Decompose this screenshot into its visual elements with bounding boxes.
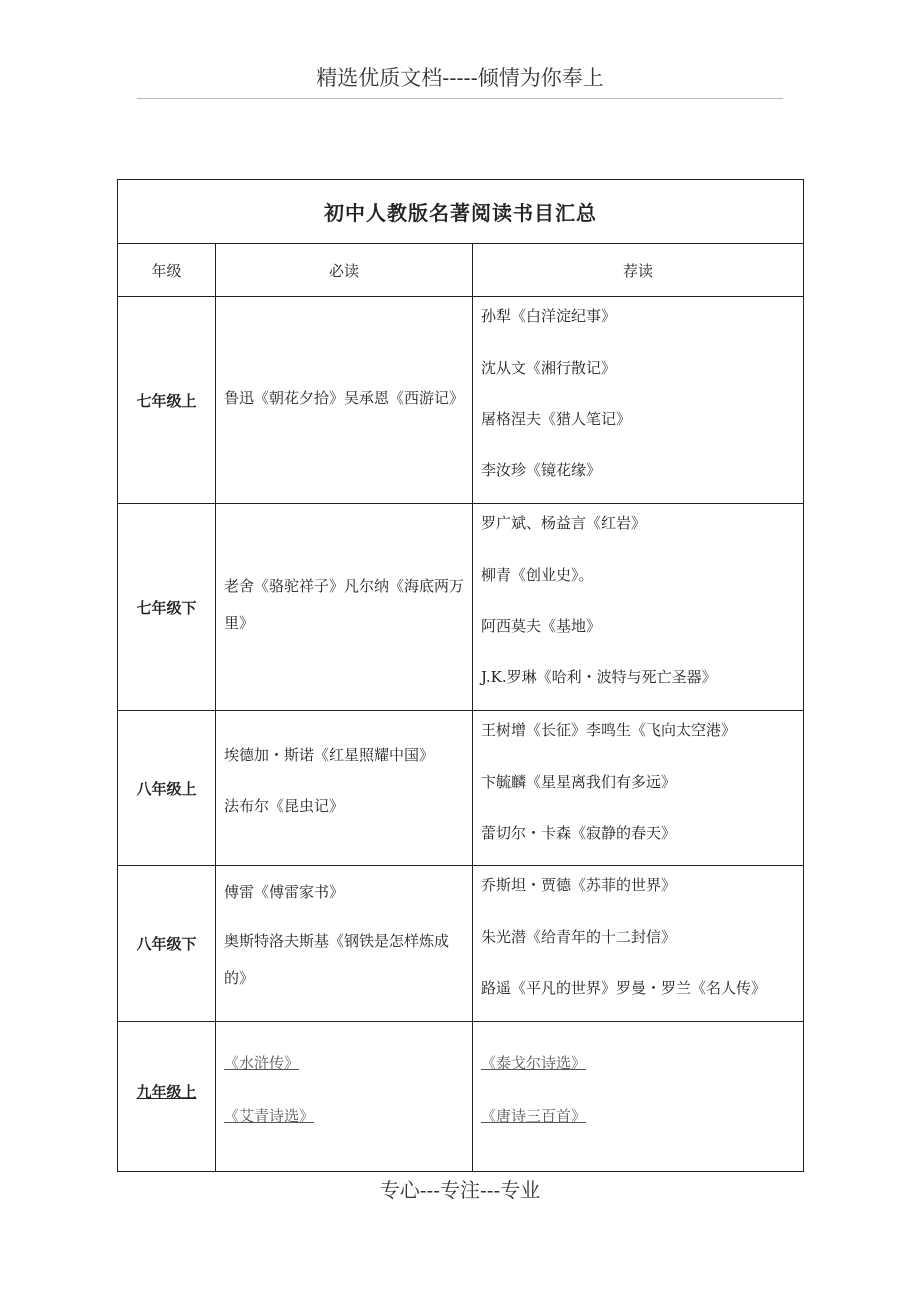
table-row <box>118 1022 804 1172</box>
required-book: 《水浒传》 <box>224 1054 300 1072</box>
page-header: 精选优质文档-----倾情为你奉上 <box>316 66 604 90</box>
table-row <box>118 711 804 866</box>
recommended-cell <box>473 504 804 711</box>
required-book: 法布尔《昆虫记》 <box>224 797 345 815</box>
recommended-book: 王树增《长征》李鸣生《飞向太空港》 <box>481 721 737 739</box>
required-cell <box>216 711 473 866</box>
recommended-book: 屠格涅夫《猎人笔记》 <box>481 410 632 428</box>
recommended-cell <box>473 866 804 1022</box>
grade-cell: 八年级上 <box>118 711 216 866</box>
recommended-book: 阿西莫夫《基地》 <box>481 617 602 635</box>
table-row <box>118 297 804 504</box>
required-book: 傅雷《傅雷家书》 <box>224 883 345 901</box>
recommended-cell <box>473 711 804 866</box>
grade-cell: 八年级下 <box>118 866 216 1022</box>
required-book: 奥斯特洛夫斯基《钢铁是怎样炼成的》 <box>224 932 450 987</box>
recommended-book: 卞毓麟《星星离我们有多远》 <box>481 773 677 791</box>
column-header-grade: 年级 <box>118 244 216 297</box>
recommended-book: 罗广斌、杨益言《红岩》 <box>481 514 647 532</box>
recommended-book: 蕾切尔・卡森《寂静的春天》 <box>481 824 677 842</box>
grade-label: 九年级上 <box>136 1083 197 1101</box>
required-cell <box>216 1022 473 1172</box>
required-cell <box>216 866 473 1022</box>
page-footer: 专心---专注---专业 <box>379 1178 541 1202</box>
grade-cell: 七年级上 <box>118 297 216 504</box>
table-row <box>118 866 804 1022</box>
grade-cell <box>118 1022 216 1172</box>
column-header-recommended: 荐读 <box>473 244 804 297</box>
recommended-cell <box>473 297 804 504</box>
table-title: 初中人教版名著阅读书目汇总 <box>118 180 804 244</box>
recommended-cell <box>473 1022 804 1172</box>
recommended-book: 柳青《创业史》。 <box>481 566 594 584</box>
table-header-row <box>118 244 804 297</box>
recommended-book: 沈从文《湘行散记》 <box>481 359 617 377</box>
required-cell <box>216 504 473 711</box>
required-cell <box>216 297 473 504</box>
recommended-book: 孙犁《白洋淀纪事》 <box>481 307 617 325</box>
required-book: 《艾青诗选》 <box>224 1107 315 1125</box>
required-book: 鲁迅《朝花夕拾》吴承恩《西游记》 <box>224 389 465 407</box>
column-header-required: 必读 <box>216 244 473 297</box>
recommended-book: 乔斯坦・贾德《苏菲的世界》 <box>481 876 677 894</box>
recommended-book: 《唐诗三百首》 <box>481 1107 587 1125</box>
required-book: 老舍《骆驼祥子》凡尔纳《海底两万里》 <box>224 577 465 632</box>
recommended-book: 《泰戈尔诗选》 <box>481 1054 587 1072</box>
recommended-book: 李汝珍《镜花缘》 <box>481 461 602 479</box>
grade-cell: 七年级下 <box>118 504 216 711</box>
recommended-book: 朱光潜《给青年的十二封信》 <box>481 928 677 946</box>
table-row <box>118 504 804 711</box>
recommended-book: J.K.罗琳《哈利・波特与死亡圣器》 <box>481 668 717 686</box>
recommended-book: 路遥《平凡的世界》罗曼・罗兰《名人传》 <box>481 979 767 997</box>
required-book: 埃德加・斯诺《红星照耀中国》 <box>224 746 435 764</box>
reading-list-table <box>117 179 804 1172</box>
header-divider <box>137 98 783 99</box>
